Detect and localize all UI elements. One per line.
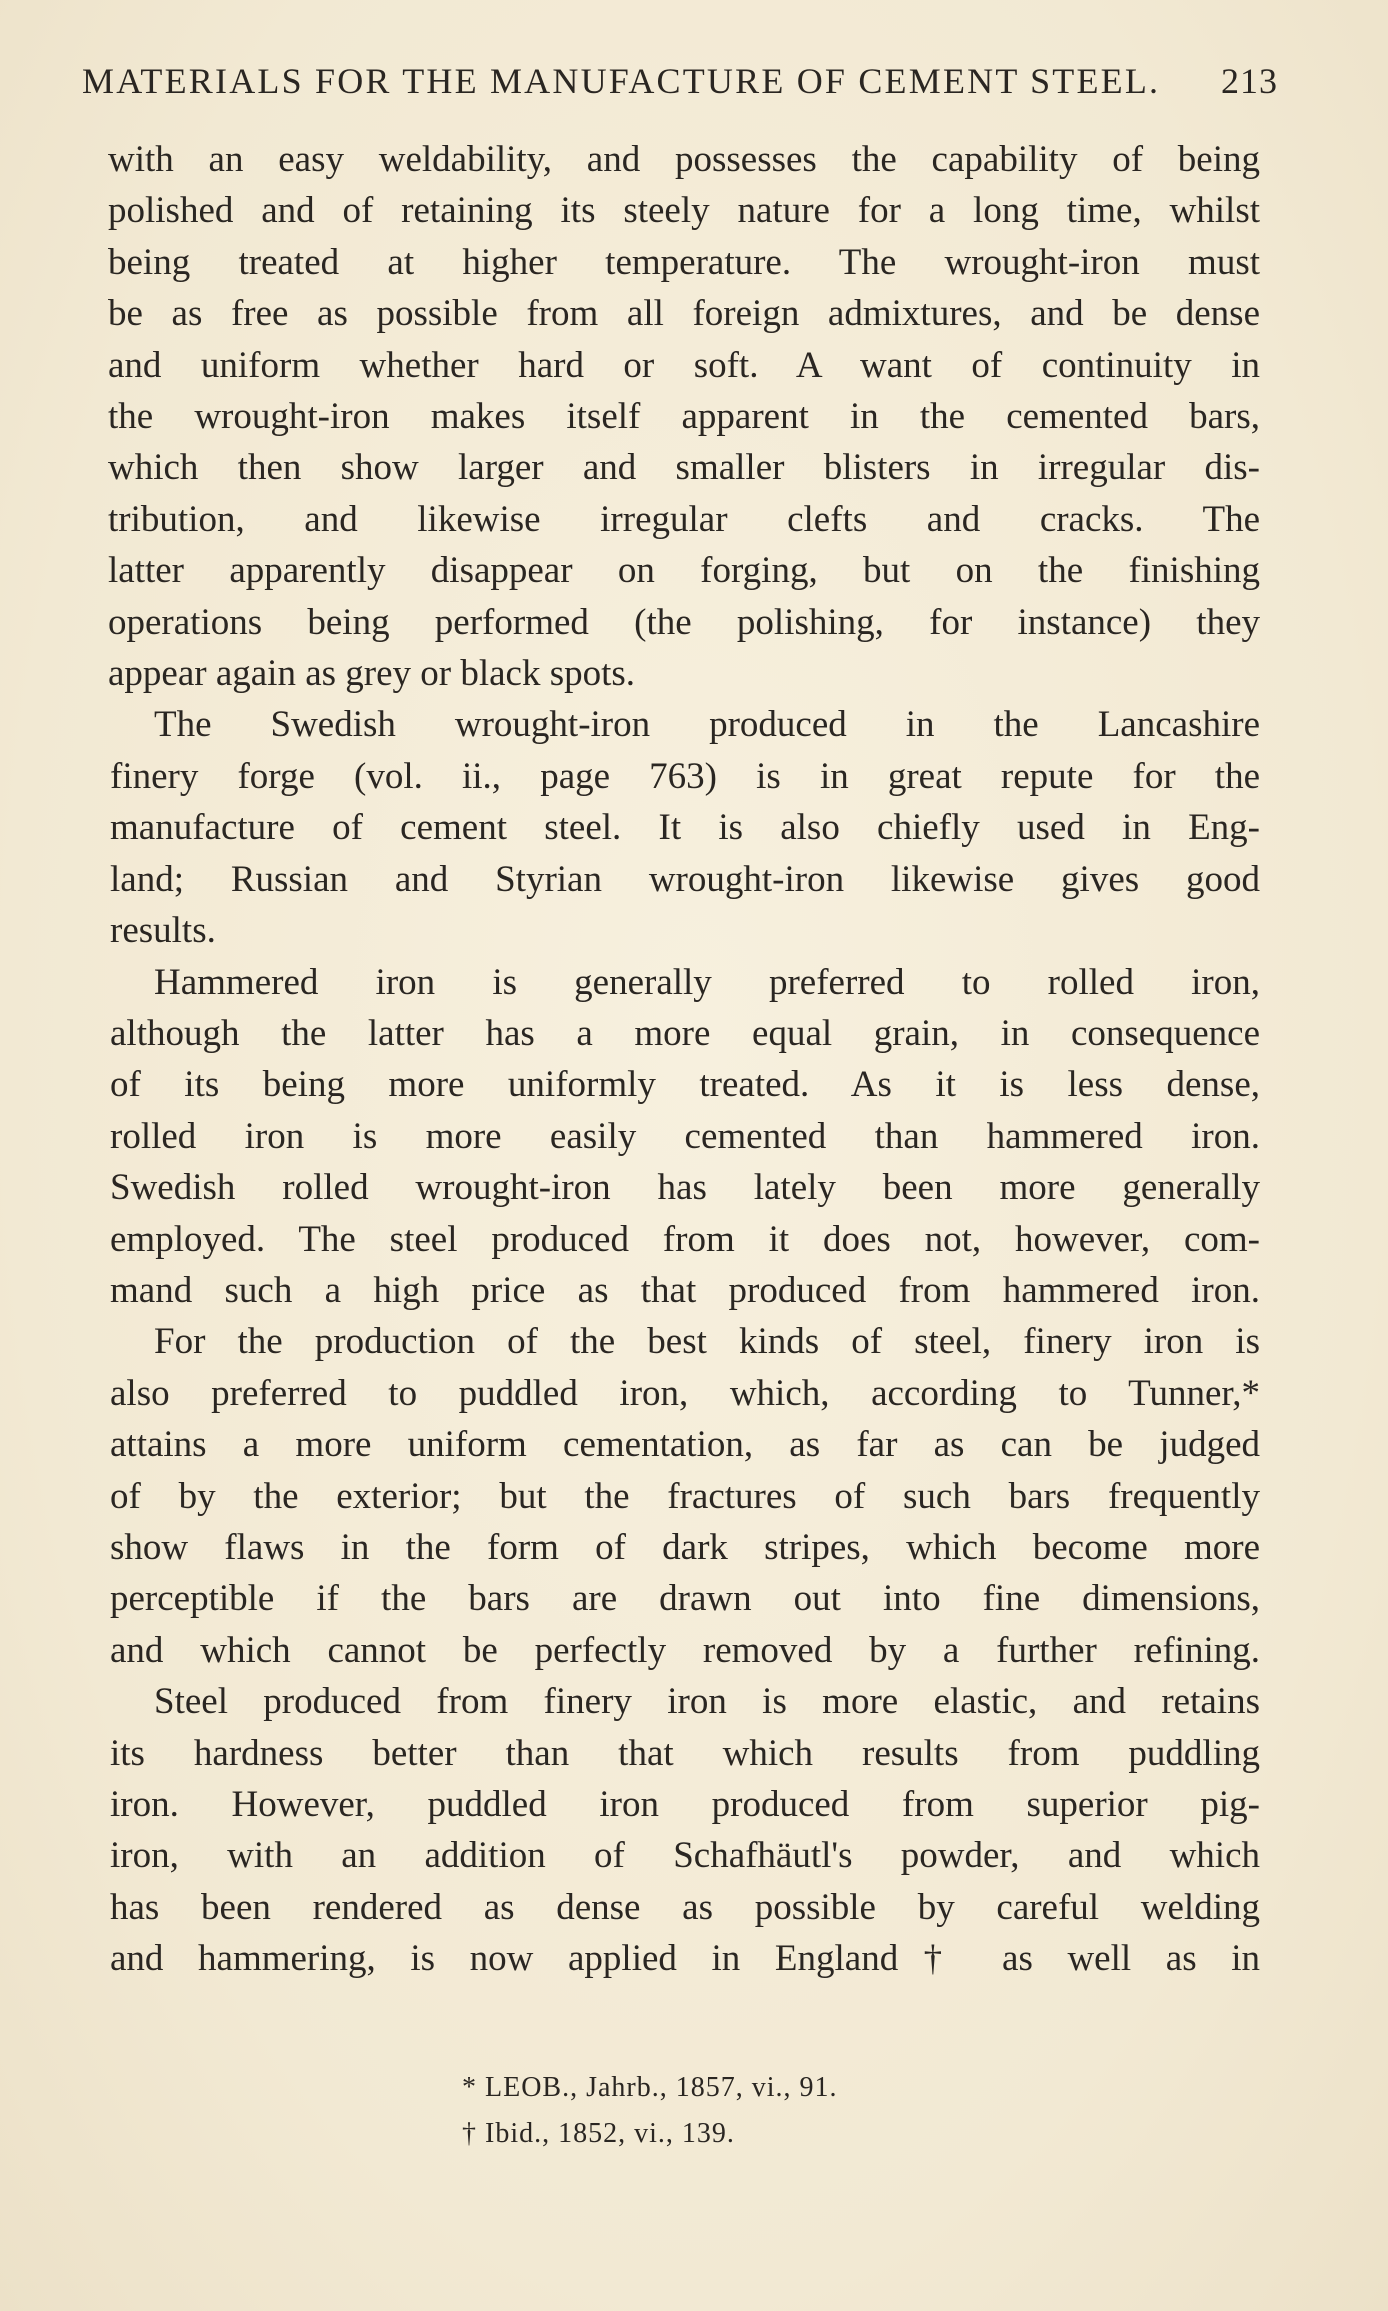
text-line: Swedish rolled wrought-iron has lately been more generally xyxy=(110,1167,1260,1209)
text-line: employed. The steel produced from it does not, however, com- xyxy=(110,1218,1260,1260)
text-line: mand such a high price as that produced from hammered iron. xyxy=(110,1269,1260,1311)
text-line: tribution, and likewise irregular clefts and cracks. The xyxy=(108,498,1260,540)
paragraph xyxy=(110,1676,1260,1984)
text-line: its hardness better than that which results from puddling xyxy=(110,1732,1260,1774)
text-line: also preferred to puddled iron, which, according to Tunner,* xyxy=(110,1372,1260,1414)
text-line: Steel produced from finery iron is more elastic, and retains xyxy=(154,1681,1260,1723)
text-line: being treated at higher temperature. The wrought-iron must xyxy=(108,241,1260,283)
text-line: rolled iron is more easily cemented than hammered iron. xyxy=(110,1115,1260,1157)
text-line: land; Russian and Styrian wrought-iron likewise gives good xyxy=(110,858,1260,900)
text-line: polished and of retaining its steely nature for a long time, whilst xyxy=(108,190,1260,232)
text-line: the wrought-iron makes itself apparent in the cemented bars, xyxy=(108,396,1260,438)
page-number: 213 xyxy=(1221,61,1278,101)
text-line: show flaws in the form of dark stripes, which become more xyxy=(110,1526,1260,1568)
text-line: Hammered iron is generally preferred to rolled iron, xyxy=(154,961,1260,1003)
text-line: although the latter has a more equal grain, in consequence xyxy=(110,1012,1260,1054)
paragraph xyxy=(110,1316,1260,1676)
text-line: has been rendered as dense as possible by careful welding xyxy=(110,1886,1260,1928)
text-line: For the production of the best kinds of steel, finery iron is xyxy=(154,1321,1260,1363)
text-line: The Swedish wrought-iron produced in the Lancashire xyxy=(154,704,1260,746)
text-line: of by the exterior; but the fractures of such bars frequently xyxy=(110,1475,1260,1517)
text-line: appear again as grey or black spots. xyxy=(108,653,636,695)
body-text xyxy=(110,134,1260,1985)
text-line: attains a more uniform cementation, as far as can be judged xyxy=(110,1424,1260,1466)
paragraph xyxy=(108,134,1260,699)
footnote: * LEOB., Jahrb., 1857, vi., 91. xyxy=(462,2072,838,2103)
text-line: and hammering, is now applied in England† as well as in xyxy=(110,1938,1260,1980)
text-line: operations being performed (the polishing, for instance) they xyxy=(108,601,1260,643)
text-line: of its being more uniformly treated. As it is less dense, xyxy=(110,1064,1260,1106)
paragraph xyxy=(110,957,1260,1317)
paragraph xyxy=(110,699,1260,956)
text-line: and uniform whether hard or soft. A want of continuity in xyxy=(108,344,1260,386)
text-line: results. xyxy=(110,910,216,952)
header-title: MATERIALS FOR THE MANUFACTURE OF CEMENT STEEL. xyxy=(82,61,1161,101)
footnote: † Ibid., 1852, vi., 139. xyxy=(462,2118,735,2149)
text-line: and which cannot be perfectly removed by a further refining. xyxy=(110,1629,1260,1671)
text-line: which then show larger and smaller blisters in irregular dis- xyxy=(108,447,1260,489)
text-line: iron, with an addition of Schafhäutl's powder, and which xyxy=(110,1835,1260,1877)
text-line: manufacture of cement steel. It is also chiefly used in Eng- xyxy=(110,807,1260,849)
text-line: iron. However, puddled iron produced from superior pig- xyxy=(110,1784,1260,1825)
text-line: be as free as possible from all foreign admixtures, and be dense xyxy=(108,293,1260,335)
text-line: finery forge (vol. ii., page 763) is in great repute for the xyxy=(110,755,1260,797)
text-line: with an easy weldability, and possesses the capability of being xyxy=(108,139,1260,180)
running-header xyxy=(82,56,1278,106)
text-line: latter apparently disappear on forging, but on the finishing xyxy=(108,550,1260,592)
text-line: perceptible if the bars are drawn out into fine dimensions, xyxy=(110,1578,1260,1620)
